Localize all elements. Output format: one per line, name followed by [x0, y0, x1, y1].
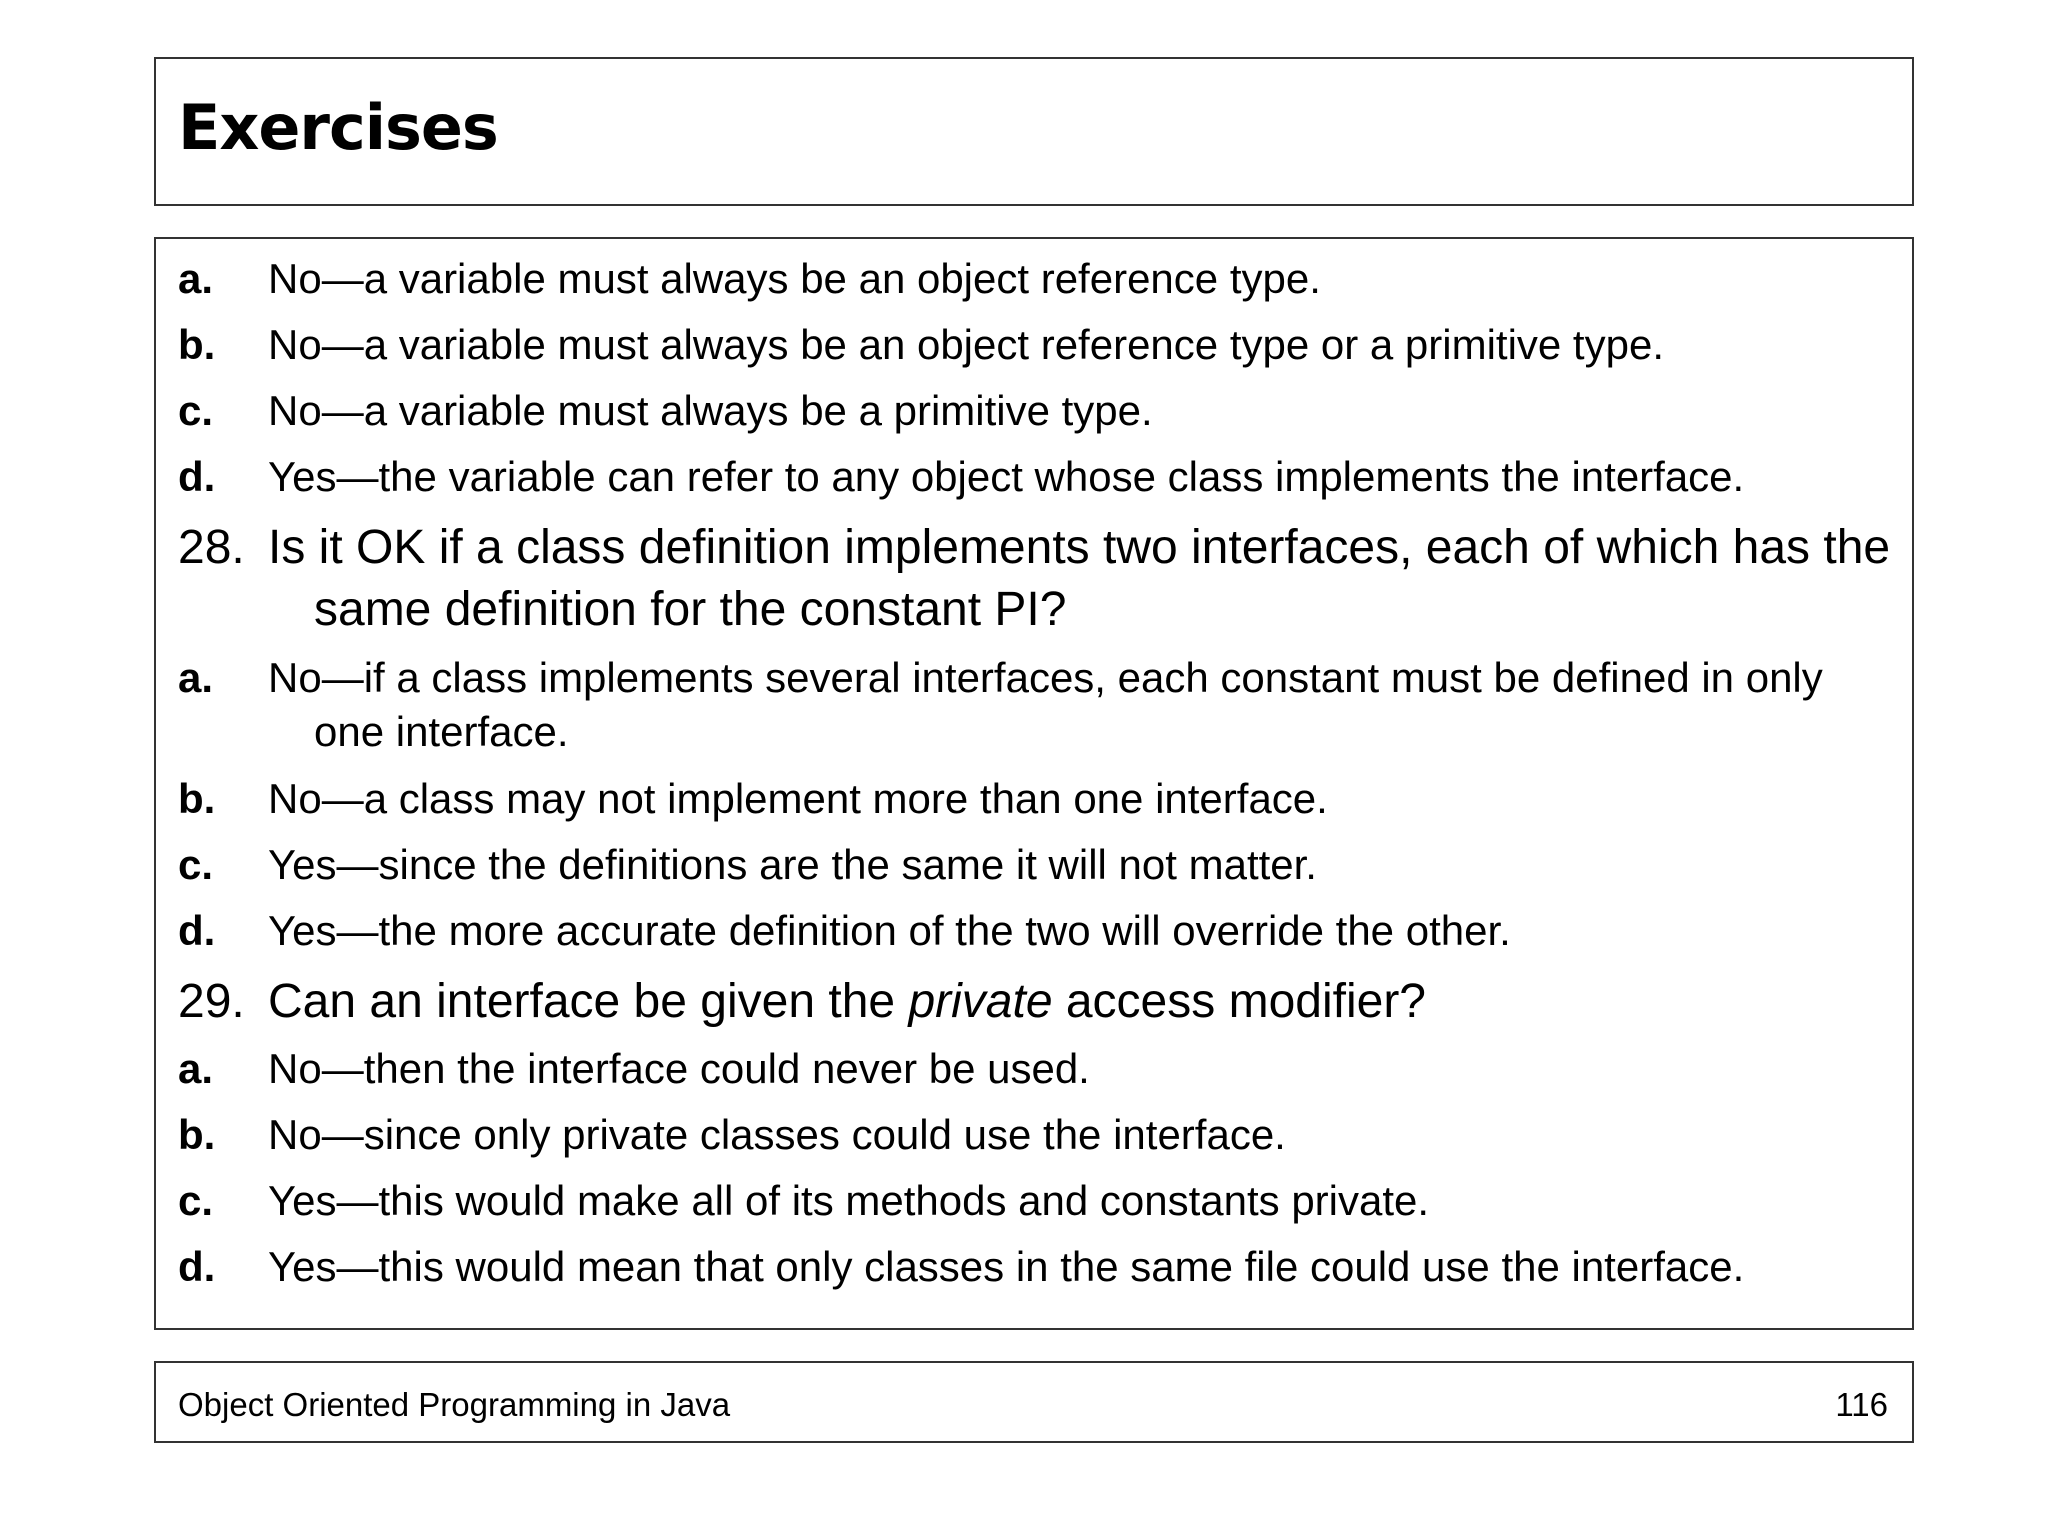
question-text-emphasis: private [908, 975, 1053, 1028]
q27-option-d [178, 451, 1896, 503]
q29-option-d [178, 1241, 1896, 1293]
option-letter: a. [178, 255, 214, 302]
q28-option-b [178, 773, 1896, 825]
q28-option-a [178, 651, 1896, 759]
q29-option-c [178, 1175, 1896, 1227]
option-letter: d. [178, 907, 216, 954]
question-text-before: Can an interface be given the [268, 975, 896, 1028]
option-letter: d. [178, 1243, 216, 1290]
option-letter: b. [178, 321, 216, 368]
page-number: 116 [1835, 1386, 1888, 1423]
title-box [154, 57, 1914, 206]
option-text: Yes—the more accurate definition of the two will override the other. [268, 907, 1511, 954]
question-28 [178, 517, 1896, 641]
question-text-after: access modifier? [1065, 975, 1426, 1028]
q27-option-b [178, 319, 1896, 371]
exercise-content [178, 253, 1896, 1307]
option-letter: c. [178, 841, 214, 888]
question-number: 29. [178, 975, 245, 1028]
footer-course-title: Object Oriented Programming in Java [178, 1386, 731, 1423]
option-text: Yes—since the definitions are the same it will not matter. [268, 841, 1317, 888]
option-letter: b. [178, 775, 216, 822]
option-text: No—a variable must always be an object reference type or a primitive type. [268, 321, 1664, 368]
q27-option-a [178, 253, 1896, 305]
question-text: Is it OK if a class definition implements two interfaces, each of which has the same definition for the constant PI? [268, 521, 1891, 636]
q28-option-c [178, 839, 1896, 891]
option-text: Yes—this would mean that only classes in the same file could use the interface. [268, 1243, 1745, 1290]
option-text: No—if a class implements several interfaces, each constant must be defined in only one interface. [268, 654, 1823, 755]
option-text: No—then the interface could never be used. [268, 1045, 1090, 1092]
option-text: No—a variable must always be a primitive type. [268, 387, 1153, 434]
option-letter: a. [178, 1045, 214, 1092]
page-title: Exercises [178, 91, 498, 164]
option-letter: a. [178, 654, 214, 701]
option-text: No—a variable must always be an object reference type. [268, 255, 1321, 302]
q29-option-a [178, 1043, 1896, 1095]
q29-option-b [178, 1109, 1896, 1161]
option-text: No—since only private classes could use the interface. [268, 1111, 1286, 1158]
footer-box [154, 1361, 1914, 1443]
option-letter: c. [178, 1177, 214, 1224]
option-text: Yes—the variable can refer to any object whose class implements the interface. [268, 453, 1745, 500]
question-29 [178, 971, 1896, 1033]
q28-option-d [178, 905, 1896, 957]
option-letter: d. [178, 453, 216, 500]
option-text: Yes—this would make all of its methods and constants private. [268, 1177, 1430, 1224]
question-number: 28. [178, 521, 245, 574]
option-text: No—a class may not implement more than one interface. [268, 775, 1328, 822]
option-letter: b. [178, 1111, 216, 1158]
option-letter: c. [178, 387, 214, 434]
content-box [154, 237, 1914, 1330]
q27-option-c [178, 385, 1896, 437]
